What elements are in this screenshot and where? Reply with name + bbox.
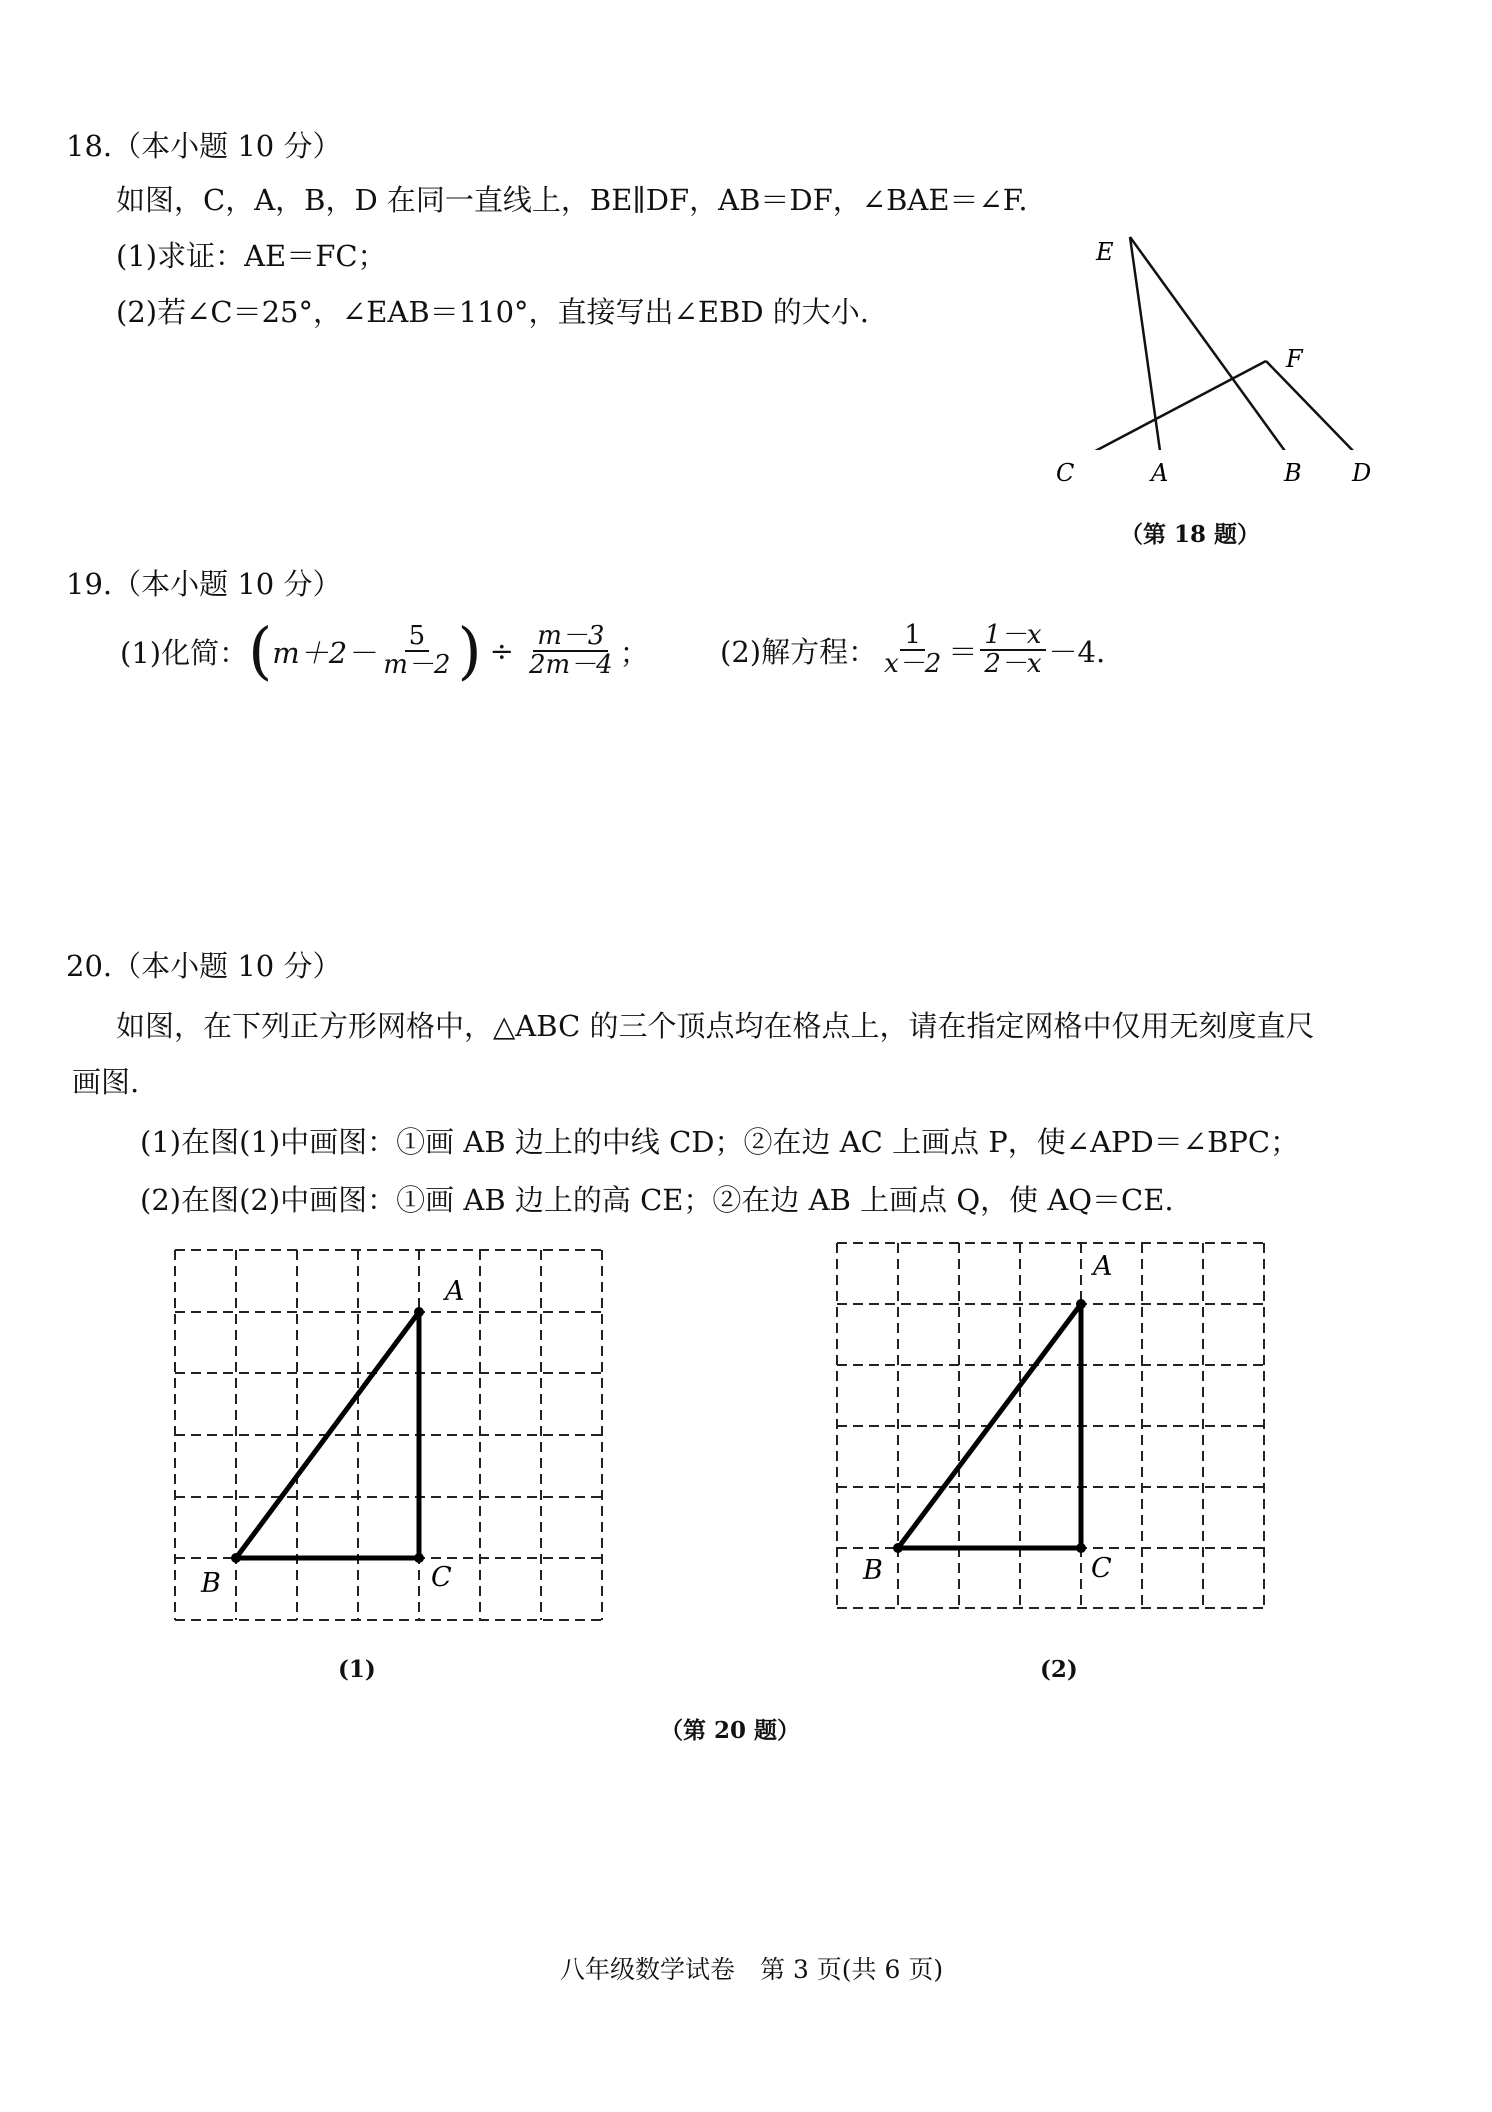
- q19-part2: [720, 622, 1105, 679]
- fraction-numerator: 1: [900, 622, 925, 651]
- q18-caption: （第 18 题）: [1120, 521, 1261, 548]
- q18-figure-labels: [1040, 225, 1410, 485]
- q19-fraction-1: [379, 620, 454, 680]
- q20-grid-1: [165, 1240, 625, 1640]
- vertex-B: [231, 1553, 241, 1563]
- q19-part2-prefix: (2)解方程：: [720, 634, 878, 669]
- q19-part2-end: －4.: [1048, 634, 1106, 669]
- q20-grid-2: [827, 1233, 1287, 1633]
- vertex-A: [1076, 1299, 1086, 1309]
- q18-stem: 如图，C，A，B，D 在同一直线上，BE∥DF，AB＝DF，∠BAE＝∠F.: [116, 183, 1028, 217]
- q20-part2: (2)在图(2)中画图：①画 AB 边上的高 CE；②在边 AB 上画点 Q，使 AQ＝CE.: [140, 1183, 1174, 1217]
- label-A: A: [445, 1276, 465, 1307]
- q19-part1-end: ；: [619, 635, 649, 670]
- label-F: F: [1286, 345, 1303, 373]
- fraction-denominator: 2m－4: [528, 650, 613, 680]
- q19-fraction-3: [880, 622, 945, 679]
- fraction-numerator: 5: [405, 623, 430, 652]
- fraction-denominator: 2－x: [984, 649, 1042, 680]
- q19-fraction-4: [980, 622, 1045, 679]
- q20-grid1-caption: (1): [338, 1656, 376, 1683]
- q19-part1-prefix: (1)化简：: [120, 635, 249, 670]
- q18-part2: (2)若∠C＝25°，∠EAB＝110°，直接写出∠EBD 的大小.: [116, 295, 870, 329]
- q20-caption: （第 20 题）: [660, 1717, 801, 1744]
- vertex-C: [1076, 1543, 1086, 1553]
- right-paren: ): [457, 614, 482, 687]
- label-B: B: [863, 1555, 883, 1586]
- left-paren: (: [248, 614, 273, 687]
- q18-header: 18.（本小题 10 分）: [66, 129, 342, 163]
- q19-header: 19.（本小题 10 分）: [66, 567, 342, 601]
- label-C: C: [431, 1562, 452, 1593]
- q20-stem-line1: 如图，在下列正方形网格中，△ABC 的三个顶点均在格点上，请在指定网格中仅用无刻度直尺: [116, 1009, 1315, 1043]
- label-A: A: [1093, 1251, 1113, 1282]
- q20-header: 20.（本小题 10 分）: [66, 949, 342, 983]
- q20-part1: (1)在图(1)中画图：①画 AB 边上的中线 CD；②在边 AC 上画点 P，使∠APD＝∠BPC；: [140, 1125, 1300, 1159]
- q20-stem-line2: 画图.: [72, 1065, 140, 1099]
- label-B: B: [1284, 459, 1302, 485]
- grid-lines: [837, 1243, 1264, 1608]
- fraction-numerator: 1－x: [980, 622, 1045, 651]
- label-A: A: [1151, 459, 1169, 485]
- vertex-C: [414, 1553, 424, 1563]
- vertex-A: [414, 1307, 424, 1317]
- fraction-denominator: x－2: [884, 649, 942, 680]
- page-footer: 八年级数学试卷 第 3 页(共 6 页): [560, 1955, 944, 1984]
- fraction-denominator: m－2: [383, 650, 451, 680]
- fraction-numerator: m－3: [533, 623, 608, 652]
- label-B: B: [201, 1568, 221, 1599]
- equals-sign: ＝: [948, 634, 978, 669]
- q19-fraction-2: [525, 620, 617, 680]
- divide-sign: ÷: [489, 634, 514, 668]
- label-D: D: [1352, 459, 1372, 485]
- q19-part1: [120, 614, 649, 687]
- label-C: C: [1056, 459, 1075, 485]
- q18-part1: (1)求证：AE＝FC；: [116, 239, 387, 273]
- q19-part1-term: m＋2－: [272, 635, 377, 670]
- q20-grid2-caption: (2): [1040, 1656, 1078, 1683]
- grid-lines: [175, 1250, 602, 1620]
- label-C: C: [1091, 1553, 1112, 1584]
- vertex-B: [893, 1543, 903, 1553]
- label-E: E: [1096, 238, 1114, 266]
